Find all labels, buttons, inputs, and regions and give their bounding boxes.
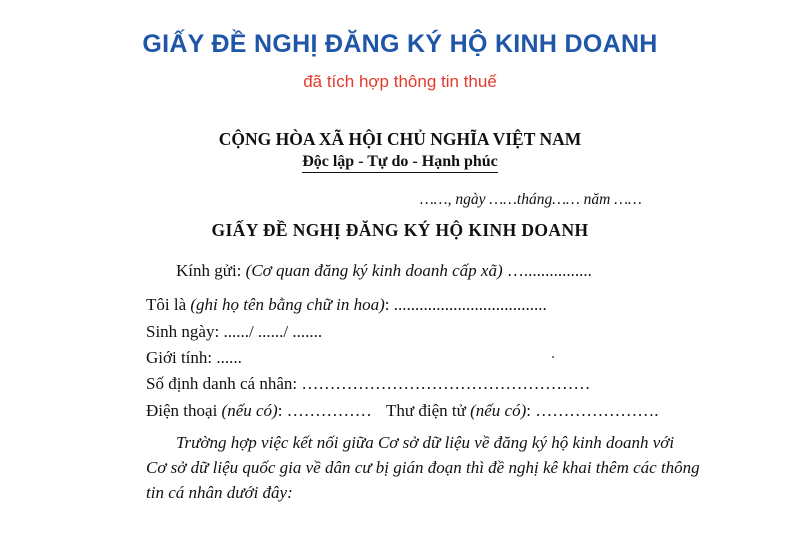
form-title: GIẤY ĐỀ NGHỊ ĐĂNG KÝ HỘ KINH DOANH xyxy=(211,220,589,240)
phone-label: Điện thoại xyxy=(146,401,222,420)
recipient-field xyxy=(176,262,592,279)
recipient-blank: …................ xyxy=(502,261,592,280)
recipient-hint: (Cơ quan đăng ký kinh doanh cấp xã) xyxy=(245,261,503,280)
phone-blank: : …………… xyxy=(277,401,372,420)
dob-blank: ....../ ....../ ....... xyxy=(223,322,323,341)
date-line: ……, ngày ……tháng…… năm …… xyxy=(420,191,642,208)
note-line: Cơ sở dữ liệu quốc gia về dân cư bị gián đoạn thì đề nghị kê khai thêm các thông xyxy=(146,458,700,477)
name-hint: (ghi họ tên bằng chữ in hoa) xyxy=(190,295,385,314)
scan-speck xyxy=(552,356,554,358)
motto: Độc lập - Tự do - Hạnh phúc xyxy=(302,153,498,173)
gender-label: Giới tính: xyxy=(146,348,217,367)
name-label: Tôi là xyxy=(146,295,191,314)
email-blank: : …………………. xyxy=(526,401,659,420)
phone-field xyxy=(146,402,372,419)
recipient-label: Kính gửi: xyxy=(176,261,246,280)
gender-field xyxy=(146,349,242,366)
banner-title: GIẤY ĐỀ NGHỊ ĐĂNG KÝ HỘ KINH DOANH xyxy=(142,30,658,58)
email-field xyxy=(386,402,658,419)
id-label: Số định danh cá nhân: xyxy=(146,374,302,393)
motto-line xyxy=(0,152,800,170)
note-line: Trường hợp việc kết nối giữa Cơ sở dữ liệu về đăng ký hộ kinh doanh với xyxy=(176,433,675,452)
date-of-birth-field xyxy=(146,323,322,340)
dob-label: Sinh ngày: xyxy=(146,322,224,341)
name-blank: : .................................... xyxy=(384,295,547,314)
note-line: tin cá nhân dưới đây: xyxy=(146,483,293,502)
personal-id-field xyxy=(146,375,590,392)
email-label: Thư điện tử xyxy=(386,401,471,420)
nation-heading: CỘNG HÒA XÃ HỘI CHỦ NGHĨA VIỆT NAM xyxy=(218,129,582,149)
id-blank: …………………………………………… xyxy=(301,374,591,393)
banner-subtitle: đã tích hợp thông tin thuế xyxy=(303,72,497,91)
full-name-field xyxy=(146,296,547,313)
gender-blank: ...... xyxy=(216,348,242,367)
phone-hint: (nếu có) xyxy=(221,401,278,420)
email-hint: (nếu có) xyxy=(470,401,527,420)
